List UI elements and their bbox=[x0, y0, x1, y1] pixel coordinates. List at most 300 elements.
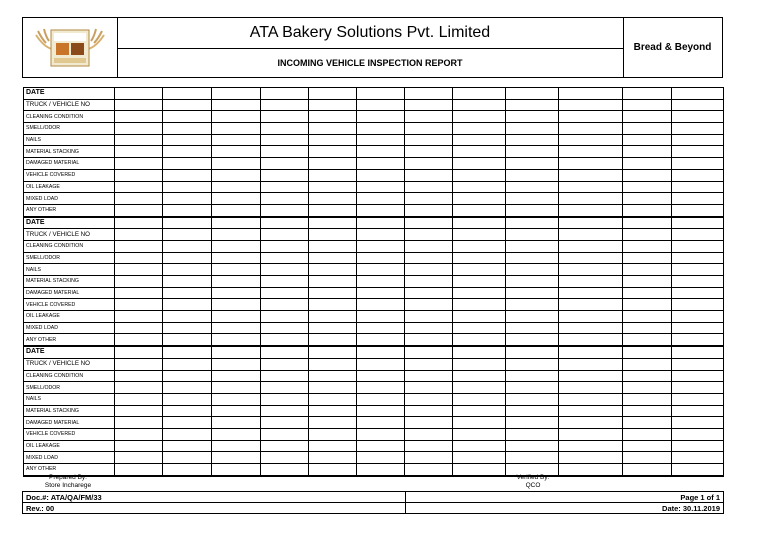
entry-cell[interactable] bbox=[211, 240, 260, 252]
entry-cell[interactable] bbox=[671, 146, 723, 158]
entry-cell[interactable] bbox=[671, 393, 723, 405]
entry-cell[interactable] bbox=[405, 464, 453, 476]
entry-cell[interactable] bbox=[163, 204, 211, 216]
entry-cell[interactable] bbox=[356, 99, 404, 111]
entry-cell[interactable] bbox=[506, 88, 559, 100]
entry-cell[interactable] bbox=[559, 240, 622, 252]
entry-cell[interactable] bbox=[453, 193, 506, 205]
entry-cell[interactable] bbox=[453, 134, 506, 146]
entry-cell[interactable] bbox=[405, 229, 453, 241]
entry-cell[interactable] bbox=[506, 370, 559, 382]
entry-cell[interactable] bbox=[163, 464, 211, 476]
entry-cell[interactable] bbox=[506, 217, 559, 229]
entry-cell[interactable] bbox=[260, 299, 308, 311]
entry-cell[interactable] bbox=[453, 346, 506, 358]
entry-cell[interactable] bbox=[671, 264, 723, 276]
entry-cell[interactable] bbox=[671, 382, 723, 394]
entry-cell[interactable] bbox=[506, 440, 559, 452]
entry-cell[interactable] bbox=[559, 264, 622, 276]
entry-cell[interactable] bbox=[622, 452, 671, 464]
entry-cell[interactable] bbox=[405, 111, 453, 123]
entry-cell[interactable] bbox=[559, 382, 622, 394]
entry-cell[interactable] bbox=[356, 417, 404, 429]
entry-cell[interactable] bbox=[163, 346, 211, 358]
entry-cell[interactable] bbox=[163, 322, 211, 334]
entry-cell[interactable] bbox=[211, 264, 260, 276]
entry-cell[interactable] bbox=[453, 111, 506, 123]
entry-cell[interactable] bbox=[405, 370, 453, 382]
entry-cell[interactable] bbox=[559, 217, 622, 229]
entry-cell[interactable] bbox=[115, 299, 163, 311]
entry-cell[interactable] bbox=[211, 358, 260, 370]
entry-cell[interactable] bbox=[559, 299, 622, 311]
entry-cell[interactable] bbox=[163, 252, 211, 264]
entry-cell[interactable] bbox=[671, 252, 723, 264]
entry-cell[interactable] bbox=[115, 287, 163, 299]
entry-cell[interactable] bbox=[405, 346, 453, 358]
entry-cell[interactable] bbox=[559, 158, 622, 170]
entry-cell[interactable] bbox=[405, 405, 453, 417]
entry-cell[interactable] bbox=[356, 452, 404, 464]
entry-cell[interactable] bbox=[453, 99, 506, 111]
entry-cell[interactable] bbox=[622, 123, 671, 135]
entry-cell[interactable] bbox=[308, 111, 356, 123]
entry-cell[interactable] bbox=[453, 146, 506, 158]
entry-cell[interactable] bbox=[506, 417, 559, 429]
entry-cell[interactable] bbox=[260, 370, 308, 382]
entry-cell[interactable] bbox=[308, 193, 356, 205]
entry-cell[interactable] bbox=[211, 123, 260, 135]
entry-cell[interactable] bbox=[671, 123, 723, 135]
entry-cell[interactable] bbox=[356, 229, 404, 241]
entry-cell[interactable] bbox=[308, 464, 356, 476]
entry-cell[interactable] bbox=[622, 370, 671, 382]
entry-cell[interactable] bbox=[260, 169, 308, 181]
entry-cell[interactable] bbox=[260, 229, 308, 241]
entry-cell[interactable] bbox=[260, 464, 308, 476]
entry-cell[interactable] bbox=[115, 217, 163, 229]
entry-cell[interactable] bbox=[559, 393, 622, 405]
entry-cell[interactable] bbox=[405, 311, 453, 323]
entry-cell[interactable] bbox=[356, 181, 404, 193]
entry-cell[interactable] bbox=[559, 334, 622, 346]
entry-cell[interactable] bbox=[559, 311, 622, 323]
entry-cell[interactable] bbox=[506, 346, 559, 358]
entry-cell[interactable] bbox=[356, 311, 404, 323]
entry-cell[interactable] bbox=[559, 417, 622, 429]
entry-cell[interactable] bbox=[356, 169, 404, 181]
entry-cell[interactable] bbox=[308, 405, 356, 417]
entry-cell[interactable] bbox=[163, 428, 211, 440]
entry-cell[interactable] bbox=[356, 146, 404, 158]
entry-cell[interactable] bbox=[260, 146, 308, 158]
entry-cell[interactable] bbox=[622, 134, 671, 146]
entry-cell[interactable] bbox=[356, 299, 404, 311]
entry-cell[interactable] bbox=[115, 123, 163, 135]
entry-cell[interactable] bbox=[506, 158, 559, 170]
entry-cell[interactable] bbox=[163, 217, 211, 229]
entry-cell[interactable] bbox=[453, 287, 506, 299]
entry-cell[interactable] bbox=[115, 370, 163, 382]
entry-cell[interactable] bbox=[671, 181, 723, 193]
entry-cell[interactable] bbox=[260, 88, 308, 100]
entry-cell[interactable] bbox=[260, 382, 308, 394]
entry-cell[interactable] bbox=[115, 452, 163, 464]
entry-cell[interactable] bbox=[308, 311, 356, 323]
entry-cell[interactable] bbox=[453, 264, 506, 276]
entry-cell[interactable] bbox=[559, 169, 622, 181]
entry-cell[interactable] bbox=[405, 240, 453, 252]
entry-cell[interactable] bbox=[115, 393, 163, 405]
entry-cell[interactable] bbox=[405, 322, 453, 334]
entry-cell[interactable] bbox=[671, 158, 723, 170]
entry-cell[interactable] bbox=[671, 99, 723, 111]
entry-cell[interactable] bbox=[559, 99, 622, 111]
entry-cell[interactable] bbox=[211, 276, 260, 288]
entry-cell[interactable] bbox=[506, 452, 559, 464]
entry-cell[interactable] bbox=[622, 405, 671, 417]
entry-cell[interactable] bbox=[260, 240, 308, 252]
entry-cell[interactable] bbox=[506, 393, 559, 405]
entry-cell[interactable] bbox=[356, 428, 404, 440]
entry-cell[interactable] bbox=[260, 276, 308, 288]
entry-cell[interactable] bbox=[211, 464, 260, 476]
entry-cell[interactable] bbox=[260, 252, 308, 264]
entry-cell[interactable] bbox=[308, 229, 356, 241]
entry-cell[interactable] bbox=[115, 193, 163, 205]
entry-cell[interactable] bbox=[453, 452, 506, 464]
entry-cell[interactable] bbox=[115, 169, 163, 181]
entry-cell[interactable] bbox=[356, 276, 404, 288]
entry-cell[interactable] bbox=[671, 204, 723, 216]
entry-cell[interactable] bbox=[163, 181, 211, 193]
entry-cell[interactable] bbox=[163, 393, 211, 405]
entry-cell[interactable] bbox=[308, 134, 356, 146]
entry-cell[interactable] bbox=[260, 204, 308, 216]
entry-cell[interactable] bbox=[308, 346, 356, 358]
entry-cell[interactable] bbox=[115, 99, 163, 111]
entry-cell[interactable] bbox=[163, 169, 211, 181]
entry-cell[interactable] bbox=[163, 299, 211, 311]
entry-cell[interactable] bbox=[163, 193, 211, 205]
entry-cell[interactable] bbox=[453, 88, 506, 100]
entry-cell[interactable] bbox=[405, 452, 453, 464]
entry-cell[interactable] bbox=[260, 346, 308, 358]
entry-cell[interactable] bbox=[163, 440, 211, 452]
entry-cell[interactable] bbox=[115, 417, 163, 429]
entry-cell[interactable] bbox=[622, 322, 671, 334]
entry-cell[interactable] bbox=[559, 276, 622, 288]
entry-cell[interactable] bbox=[260, 217, 308, 229]
entry-cell[interactable] bbox=[405, 146, 453, 158]
entry-cell[interactable] bbox=[308, 322, 356, 334]
entry-cell[interactable] bbox=[559, 405, 622, 417]
entry-cell[interactable] bbox=[163, 382, 211, 394]
entry-cell[interactable] bbox=[260, 158, 308, 170]
entry-cell[interactable] bbox=[622, 169, 671, 181]
entry-cell[interactable] bbox=[405, 193, 453, 205]
entry-cell[interactable] bbox=[308, 287, 356, 299]
entry-cell[interactable] bbox=[163, 146, 211, 158]
entry-cell[interactable] bbox=[559, 193, 622, 205]
entry-cell[interactable] bbox=[506, 428, 559, 440]
entry-cell[interactable] bbox=[308, 204, 356, 216]
entry-cell[interactable] bbox=[453, 229, 506, 241]
entry-cell[interactable] bbox=[115, 204, 163, 216]
entry-cell[interactable] bbox=[622, 464, 671, 476]
entry-cell[interactable] bbox=[163, 88, 211, 100]
entry-cell[interactable] bbox=[211, 334, 260, 346]
entry-cell[interactable] bbox=[211, 322, 260, 334]
entry-cell[interactable] bbox=[453, 181, 506, 193]
entry-cell[interactable] bbox=[622, 346, 671, 358]
entry-cell[interactable] bbox=[211, 393, 260, 405]
entry-cell[interactable] bbox=[356, 217, 404, 229]
entry-cell[interactable] bbox=[559, 134, 622, 146]
entry-cell[interactable] bbox=[308, 181, 356, 193]
entry-cell[interactable] bbox=[559, 287, 622, 299]
entry-cell[interactable] bbox=[506, 311, 559, 323]
entry-cell[interactable] bbox=[308, 158, 356, 170]
entry-cell[interactable] bbox=[260, 452, 308, 464]
entry-cell[interactable] bbox=[671, 322, 723, 334]
entry-cell[interactable] bbox=[453, 299, 506, 311]
entry-cell[interactable] bbox=[506, 99, 559, 111]
entry-cell[interactable] bbox=[506, 358, 559, 370]
entry-cell[interactable] bbox=[622, 287, 671, 299]
entry-cell[interactable] bbox=[211, 217, 260, 229]
entry-cell[interactable] bbox=[260, 111, 308, 123]
entry-cell[interactable] bbox=[453, 158, 506, 170]
entry-cell[interactable] bbox=[506, 123, 559, 135]
entry-cell[interactable] bbox=[115, 229, 163, 241]
entry-cell[interactable] bbox=[671, 240, 723, 252]
entry-cell[interactable] bbox=[671, 193, 723, 205]
entry-cell[interactable] bbox=[115, 134, 163, 146]
entry-cell[interactable] bbox=[506, 146, 559, 158]
entry-cell[interactable] bbox=[115, 88, 163, 100]
entry-cell[interactable] bbox=[356, 287, 404, 299]
entry-cell[interactable] bbox=[356, 464, 404, 476]
entry-cell[interactable] bbox=[115, 428, 163, 440]
entry-cell[interactable] bbox=[671, 428, 723, 440]
entry-cell[interactable] bbox=[163, 134, 211, 146]
entry-cell[interactable] bbox=[559, 358, 622, 370]
entry-cell[interactable] bbox=[163, 229, 211, 241]
entry-cell[interactable] bbox=[115, 358, 163, 370]
entry-cell[interactable] bbox=[405, 134, 453, 146]
entry-cell[interactable] bbox=[211, 346, 260, 358]
entry-cell[interactable] bbox=[115, 146, 163, 158]
entry-cell[interactable] bbox=[308, 88, 356, 100]
entry-cell[interactable] bbox=[356, 358, 404, 370]
entry-cell[interactable] bbox=[356, 158, 404, 170]
entry-cell[interactable] bbox=[211, 299, 260, 311]
entry-cell[interactable] bbox=[622, 311, 671, 323]
entry-cell[interactable] bbox=[115, 252, 163, 264]
entry-cell[interactable] bbox=[356, 111, 404, 123]
entry-cell[interactable] bbox=[506, 252, 559, 264]
entry-cell[interactable] bbox=[308, 440, 356, 452]
entry-cell[interactable] bbox=[211, 287, 260, 299]
entry-cell[interactable] bbox=[308, 299, 356, 311]
entry-cell[interactable] bbox=[115, 322, 163, 334]
entry-cell[interactable] bbox=[622, 158, 671, 170]
entry-cell[interactable] bbox=[405, 276, 453, 288]
entry-cell[interactable] bbox=[356, 382, 404, 394]
entry-cell[interactable] bbox=[211, 169, 260, 181]
entry-cell[interactable] bbox=[115, 181, 163, 193]
entry-cell[interactable] bbox=[453, 276, 506, 288]
entry-cell[interactable] bbox=[671, 134, 723, 146]
entry-cell[interactable] bbox=[308, 417, 356, 429]
entry-cell[interactable] bbox=[308, 264, 356, 276]
entry-cell[interactable] bbox=[163, 123, 211, 135]
entry-cell[interactable] bbox=[356, 393, 404, 405]
entry-cell[interactable] bbox=[163, 240, 211, 252]
entry-cell[interactable] bbox=[211, 193, 260, 205]
entry-cell[interactable] bbox=[453, 334, 506, 346]
entry-cell[interactable] bbox=[622, 417, 671, 429]
entry-cell[interactable] bbox=[211, 229, 260, 241]
entry-cell[interactable] bbox=[163, 417, 211, 429]
entry-cell[interactable] bbox=[506, 405, 559, 417]
entry-cell[interactable] bbox=[506, 204, 559, 216]
entry-cell[interactable] bbox=[260, 193, 308, 205]
entry-cell[interactable] bbox=[405, 428, 453, 440]
entry-cell[interactable] bbox=[356, 370, 404, 382]
entry-cell[interactable] bbox=[405, 393, 453, 405]
entry-cell[interactable] bbox=[622, 276, 671, 288]
entry-cell[interactable] bbox=[506, 193, 559, 205]
entry-cell[interactable] bbox=[405, 287, 453, 299]
entry-cell[interactable] bbox=[308, 99, 356, 111]
entry-cell[interactable] bbox=[622, 193, 671, 205]
entry-cell[interactable] bbox=[260, 358, 308, 370]
entry-cell[interactable] bbox=[671, 229, 723, 241]
entry-cell[interactable] bbox=[115, 311, 163, 323]
entry-cell[interactable] bbox=[453, 123, 506, 135]
entry-cell[interactable] bbox=[356, 440, 404, 452]
entry-cell[interactable] bbox=[622, 334, 671, 346]
entry-cell[interactable] bbox=[453, 440, 506, 452]
entry-cell[interactable] bbox=[405, 417, 453, 429]
entry-cell[interactable] bbox=[405, 181, 453, 193]
entry-cell[interactable] bbox=[308, 252, 356, 264]
entry-cell[interactable] bbox=[260, 440, 308, 452]
entry-cell[interactable] bbox=[453, 240, 506, 252]
entry-cell[interactable] bbox=[671, 169, 723, 181]
entry-cell[interactable] bbox=[308, 217, 356, 229]
entry-cell[interactable] bbox=[622, 440, 671, 452]
entry-cell[interactable] bbox=[453, 252, 506, 264]
entry-cell[interactable] bbox=[559, 452, 622, 464]
entry-cell[interactable] bbox=[405, 88, 453, 100]
entry-cell[interactable] bbox=[308, 428, 356, 440]
entry-cell[interactable] bbox=[453, 370, 506, 382]
entry-cell[interactable] bbox=[671, 111, 723, 123]
entry-cell[interactable] bbox=[211, 440, 260, 452]
entry-cell[interactable] bbox=[308, 334, 356, 346]
entry-cell[interactable] bbox=[115, 346, 163, 358]
entry-cell[interactable] bbox=[115, 111, 163, 123]
entry-cell[interactable] bbox=[163, 111, 211, 123]
entry-cell[interactable] bbox=[405, 334, 453, 346]
entry-cell[interactable] bbox=[506, 382, 559, 394]
entry-cell[interactable] bbox=[453, 204, 506, 216]
entry-cell[interactable] bbox=[163, 334, 211, 346]
entry-cell[interactable] bbox=[453, 311, 506, 323]
entry-cell[interactable] bbox=[622, 111, 671, 123]
entry-cell[interactable] bbox=[671, 370, 723, 382]
entry-cell[interactable] bbox=[260, 99, 308, 111]
entry-cell[interactable] bbox=[163, 405, 211, 417]
entry-cell[interactable] bbox=[308, 240, 356, 252]
entry-cell[interactable] bbox=[260, 123, 308, 135]
entry-cell[interactable] bbox=[559, 123, 622, 135]
entry-cell[interactable] bbox=[308, 146, 356, 158]
entry-cell[interactable] bbox=[622, 264, 671, 276]
entry-cell[interactable] bbox=[671, 217, 723, 229]
entry-cell[interactable] bbox=[506, 240, 559, 252]
entry-cell[interactable] bbox=[559, 229, 622, 241]
entry-cell[interactable] bbox=[260, 181, 308, 193]
entry-cell[interactable] bbox=[211, 428, 260, 440]
entry-cell[interactable] bbox=[260, 311, 308, 323]
entry-cell[interactable] bbox=[163, 264, 211, 276]
entry-cell[interactable] bbox=[622, 181, 671, 193]
entry-cell[interactable] bbox=[356, 264, 404, 276]
entry-cell[interactable] bbox=[506, 169, 559, 181]
entry-cell[interactable] bbox=[405, 440, 453, 452]
entry-cell[interactable] bbox=[622, 240, 671, 252]
entry-cell[interactable] bbox=[671, 440, 723, 452]
entry-cell[interactable] bbox=[671, 346, 723, 358]
entry-cell[interactable] bbox=[405, 204, 453, 216]
entry-cell[interactable] bbox=[211, 99, 260, 111]
entry-cell[interactable] bbox=[559, 204, 622, 216]
entry-cell[interactable] bbox=[453, 417, 506, 429]
entry-cell[interactable] bbox=[559, 346, 622, 358]
entry-cell[interactable] bbox=[211, 452, 260, 464]
entry-cell[interactable] bbox=[356, 405, 404, 417]
entry-cell[interactable] bbox=[559, 440, 622, 452]
entry-cell[interactable] bbox=[559, 146, 622, 158]
entry-cell[interactable] bbox=[559, 322, 622, 334]
entry-cell[interactable] bbox=[405, 382, 453, 394]
entry-cell[interactable] bbox=[671, 311, 723, 323]
entry-cell[interactable] bbox=[260, 287, 308, 299]
entry-cell[interactable] bbox=[671, 287, 723, 299]
entry-cell[interactable] bbox=[260, 393, 308, 405]
entry-cell[interactable] bbox=[453, 169, 506, 181]
entry-cell[interactable] bbox=[308, 370, 356, 382]
entry-cell[interactable] bbox=[559, 252, 622, 264]
entry-cell[interactable] bbox=[622, 99, 671, 111]
entry-cell[interactable] bbox=[405, 264, 453, 276]
entry-cell[interactable] bbox=[260, 405, 308, 417]
entry-cell[interactable] bbox=[671, 417, 723, 429]
entry-cell[interactable] bbox=[308, 393, 356, 405]
entry-cell[interactable] bbox=[211, 181, 260, 193]
entry-cell[interactable] bbox=[671, 452, 723, 464]
entry-cell[interactable] bbox=[622, 88, 671, 100]
entry-cell[interactable] bbox=[260, 322, 308, 334]
entry-cell[interactable] bbox=[559, 181, 622, 193]
entry-cell[interactable] bbox=[506, 299, 559, 311]
entry-cell[interactable] bbox=[405, 299, 453, 311]
entry-cell[interactable] bbox=[671, 88, 723, 100]
